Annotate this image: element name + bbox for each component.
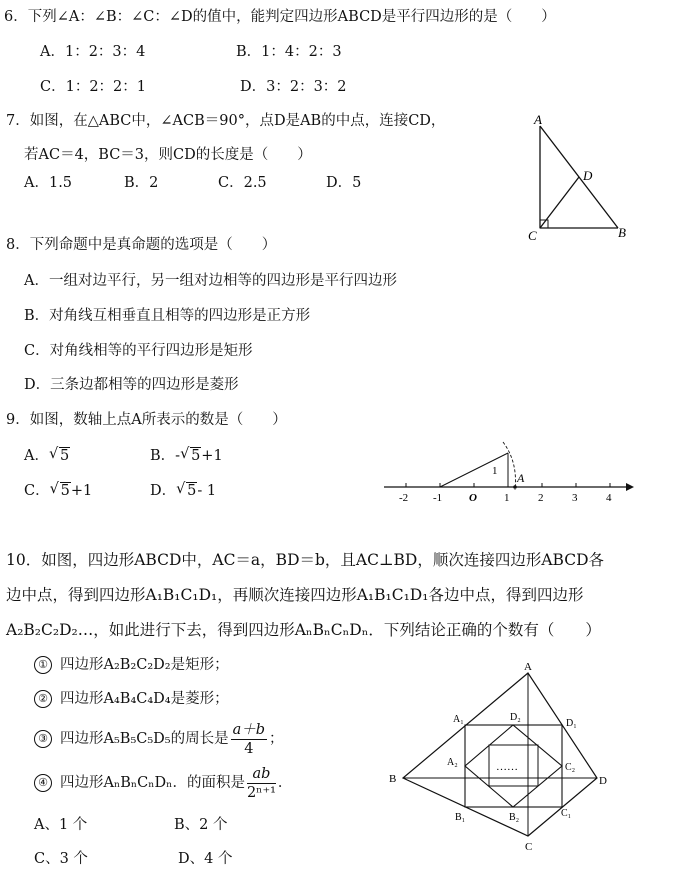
q10-fig-label-d1: D₁ bbox=[566, 718, 577, 729]
q6-option-a: A．1：2：3：4 bbox=[40, 44, 146, 60]
q10-statement-1-number: ① bbox=[34, 656, 52, 674]
q10-option-d: D、4 个 bbox=[178, 851, 233, 867]
q10-statement-4-text: 四边形AₙBₙCₙDₙ．的面积是 bbox=[60, 775, 245, 791]
q7-fig-label-d: D bbox=[583, 168, 593, 183]
q10-fig-dots: …… bbox=[496, 761, 518, 773]
q9-option-b: B．- √ 5+1 bbox=[150, 446, 223, 464]
q10-statement-1 bbox=[34, 655, 229, 675]
q9-tick-label: -1 bbox=[433, 492, 443, 504]
q10-fig-label-d: D bbox=[599, 775, 607, 787]
q10-statement-3-fraction bbox=[231, 721, 267, 758]
q9-option-c-label: C． bbox=[24, 483, 50, 499]
q9-option-a-radicand: 5 bbox=[59, 448, 70, 464]
q8-option-b: B．对角线互相垂直且相等的四边形是正方形 bbox=[24, 308, 311, 324]
q10-statement-4-number: ④ bbox=[34, 774, 52, 792]
q10-fig-label-b: B bbox=[389, 773, 397, 785]
q7-fig-label-b: B bbox=[618, 225, 626, 240]
q7-fig-label-c: C bbox=[528, 228, 537, 243]
q7-stem-line1: 7．如图，在△ABC中，∠ACB＝90°，点D是AB的中点，连接CD， bbox=[6, 113, 446, 129]
q9-number-line-figure bbox=[378, 432, 636, 507]
q9-option-b-label: B．- bbox=[150, 448, 181, 464]
q8-option-c: C．对角线相等的平行四边形是矩形 bbox=[24, 343, 253, 359]
q6-option-b: B．1：4：2：3 bbox=[236, 44, 342, 60]
q7-stem-line2: 若AC＝4，BC＝3，则CD的长度是（ ） bbox=[24, 147, 312, 163]
q9-tick-label: 4 bbox=[606, 492, 612, 504]
q7-option-a: A．1.5 bbox=[24, 175, 73, 191]
q10-stem-line1: 10．如图，四边形ABCD中，AC＝a，BD＝b，且AC⊥BD，顺次连接四边形ABCD各 bbox=[6, 551, 605, 569]
q10-fig-label-c: C bbox=[525, 841, 533, 853]
q7-triangle-figure bbox=[520, 110, 640, 245]
q10-statement-3-text: 四边形A₅B₅C₅D₅的周长是 bbox=[60, 731, 229, 747]
q10-option-c: C、3 个 bbox=[34, 851, 88, 867]
q8-option-d: D．三条边都相等的四边形是菱形 bbox=[24, 377, 239, 393]
q7-option-c: C．2.5 bbox=[218, 175, 267, 191]
q10-stem-line3: A₂B₂C₂D₂…，如此进行下去，得到四边形AₙBₙCₙDₙ．下列结论正确的个数有（ ） bbox=[6, 621, 601, 639]
q9-option-d-radicand: 5 bbox=[187, 483, 197, 499]
q9-option-b-tail: +1 bbox=[201, 448, 223, 464]
q8-stem: 8．下列命题中是真命题的选项是（ ） bbox=[6, 237, 277, 253]
q10-option-b: B、2 个 bbox=[174, 817, 228, 833]
q9-option-a-label: A． bbox=[24, 448, 49, 464]
q10-statement-3-number: ③ bbox=[34, 730, 52, 748]
q10-quadrilateral-figure bbox=[385, 658, 615, 858]
q10-statement-3-denominator: 4 bbox=[244, 740, 254, 757]
q10-stem-line2: 边中点，得到四边形A₁B₁C₁D₁，再顺次连接四边形A₁B₁C₁D₁各边中点，得到四边形 bbox=[6, 586, 584, 604]
q10-option-a: A、1 个 bbox=[34, 817, 88, 833]
q6-option-c: C．1：2：2：1 bbox=[40, 79, 146, 95]
q9-stem: 9．如图，数轴上点A所表示的数是（ ） bbox=[6, 412, 287, 428]
q7-option-b: B．2 bbox=[124, 175, 159, 191]
q10-fig-label-a: A bbox=[524, 661, 532, 673]
q10-fig-label-a1: A₁ bbox=[453, 714, 464, 725]
q10-fig-label-a2: A₂ bbox=[447, 757, 458, 768]
q10-statement-4 bbox=[34, 764, 292, 802]
q9-tick-label: O bbox=[469, 492, 477, 504]
q10-fig-label-c2: C₂ bbox=[565, 762, 576, 773]
q10-statement-3-end: ； bbox=[269, 731, 284, 747]
q10-statement-4-fraction bbox=[247, 765, 276, 802]
q10-statement-4-end: ． bbox=[277, 775, 293, 791]
q10-statement-4-numerator: ab bbox=[247, 765, 276, 784]
q9-option-b-radicand: 5 bbox=[191, 448, 201, 464]
q9-option-d: D． √ 5- 1 bbox=[150, 481, 217, 499]
q10-statement-3 bbox=[34, 720, 284, 758]
q9-fig-point-a: A bbox=[517, 471, 525, 485]
q7-fig-label-a: A bbox=[534, 112, 542, 127]
q10-statement-4-denominator: 2ⁿ⁺¹ bbox=[246, 784, 276, 801]
q10-fig-label-c1: C₁ bbox=[561, 808, 572, 819]
q9-tick-label: 2 bbox=[538, 492, 544, 504]
q7-option-d: D．5 bbox=[326, 175, 362, 191]
q9-tick-label: -2 bbox=[399, 492, 409, 504]
q9-tick-label: 1 bbox=[504, 492, 510, 504]
q10-statement-3-numerator: a＋b bbox=[232, 721, 266, 738]
q10-fig-label-b1: B₁ bbox=[455, 812, 466, 823]
q10-statement-2-text: 四边形A₄B₄C₄D₄是菱形； bbox=[60, 691, 229, 707]
q10-fig-label-d2: D₂ bbox=[510, 712, 521, 723]
q9-option-a: A． √ 5 bbox=[24, 446, 70, 464]
q9-fig-side-one: 1 bbox=[492, 465, 498, 477]
q8-option-a: A．一组对边平行，另一组对边相等的四边形是平行四边形 bbox=[24, 273, 397, 289]
q10-fig-label-b2: B₂ bbox=[509, 812, 520, 823]
q9-tick-label: 3 bbox=[572, 492, 578, 504]
q10-statement-1-text: 四边形A₂B₂C₂D₂是矩形； bbox=[60, 657, 229, 673]
q10-statement-2 bbox=[34, 689, 229, 709]
q9-option-c: C． √ 5+1 bbox=[24, 481, 93, 499]
q6-option-d: D．3：2：3：2 bbox=[240, 79, 347, 95]
q10-statement-2-number: ② bbox=[34, 690, 52, 708]
q9-option-d-label: D． bbox=[150, 483, 177, 499]
q9-option-c-tail: +1 bbox=[70, 483, 93, 499]
q9-option-c-radicand: 5 bbox=[60, 483, 70, 499]
q6-stem: 6．下列∠A：∠B：∠C：∠D的值中，能判定四边形ABCD是平行四边形的是（ ） bbox=[4, 9, 556, 25]
q9-option-d-tail: - 1 bbox=[197, 483, 217, 499]
